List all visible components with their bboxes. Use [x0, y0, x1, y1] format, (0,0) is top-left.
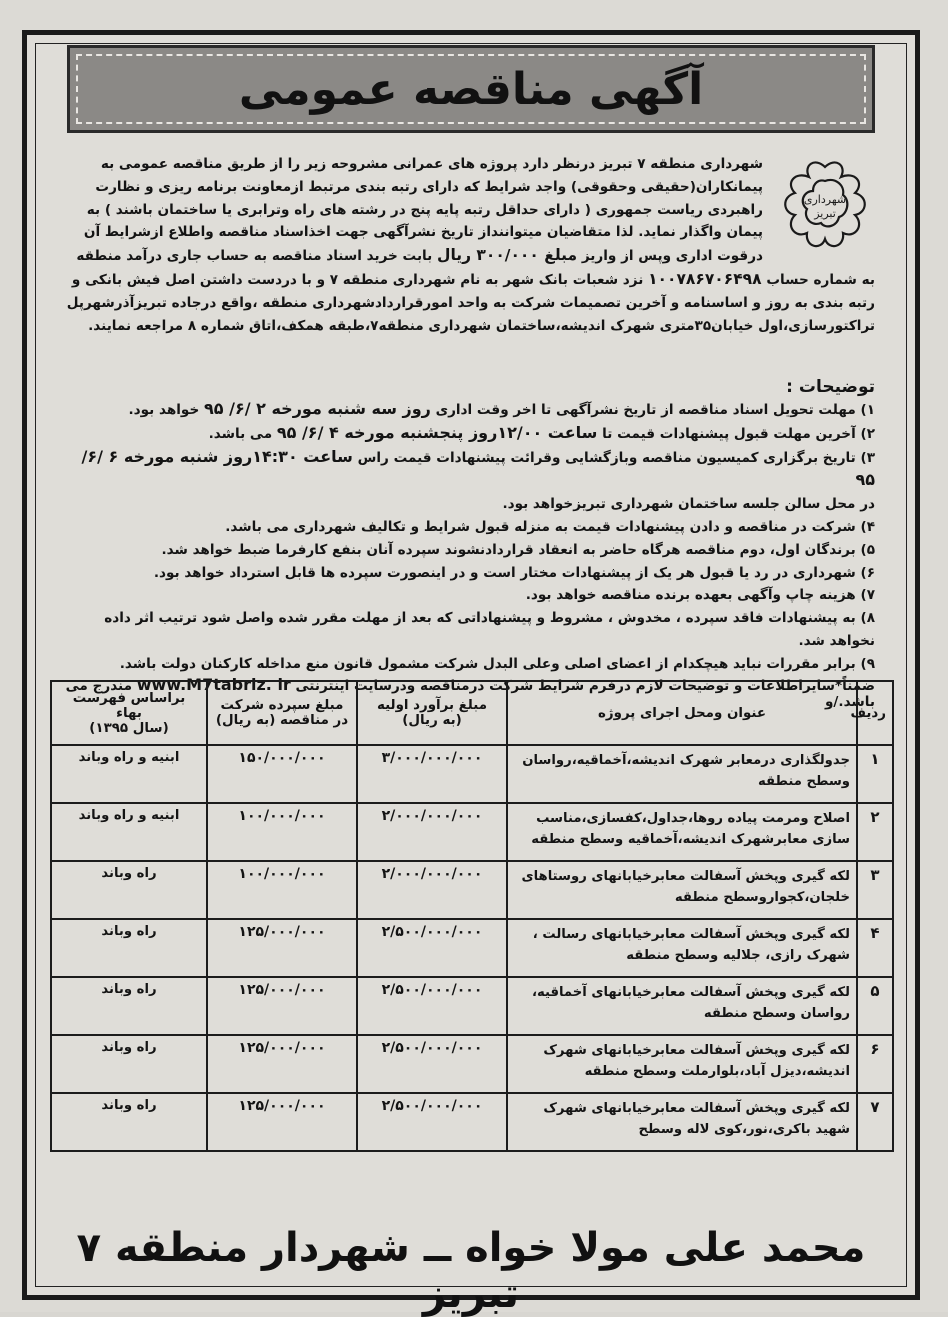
intro-text: بابت خرید اسناد مناقصه به حساب جاری درآمد منطقه [76, 248, 433, 265]
cell-estimate: ۲/۰۰۰/۰۰۰/۰۰۰ [357, 861, 507, 919]
cell-estimate: ۲/۵۰۰/۰۰۰/۰۰۰ [357, 1035, 507, 1093]
intro-text: نزد شعبات بانک شهر به نام شهرداری منطقه ۷ و با دردست داشتن اصل فیش بانکی و [71, 271, 644, 288]
note-text: خواهد بود. [128, 402, 200, 418]
cell-deposit: ۱۲۵/۰۰۰/۰۰۰ [207, 1035, 357, 1093]
cell-row-number: ۳ [857, 861, 893, 919]
cell-deposit: ۱۵۰/۰۰۰/۰۰۰ [207, 745, 357, 803]
ad-title: آگهی مناقصه عمومی [238, 64, 704, 115]
website-link[interactable]: www.M7tabriz. ir [136, 675, 291, 694]
notes-list [63, 398, 875, 676]
intro-line: تراکتورسازی،اول خیابان۳۵متری شهرک اندیشه،ساختمان شهرداری منطقه۷،طبقه همکف،اتاق شماره ۸ مراجعه نمایند. [88, 317, 875, 334]
cell-deposit: ۱۰۰/۰۰۰/۰۰۰ [207, 861, 357, 919]
note-item [63, 539, 875, 562]
cell-project-title: جدولگذاری درمعابر شهرک اندیشه،آخماقیه،رواسان وسطح منطقه [507, 745, 857, 803]
col-header-project-title: عنوان ومحل اجرای پروژه [507, 681, 857, 745]
cell-estimate: ۲/۵۰۰/۰۰۰/۰۰۰ [357, 919, 507, 977]
note-text: ۵) برندگان اول، دوم مناقصه هرگاه حاضر به انعقاد قراردادنشوند سپرده آنان بنفع کارفرما ضبط خواهد شد. [161, 541, 875, 558]
logo-text-bottom: تبریز [814, 207, 836, 220]
note-text: ۲) آخرین مهلت قبول پیشنهادات قیمت تا [602, 425, 875, 442]
note-deadline: روز سه شنبه مورخه ۲ /۶/ ۹۵ [204, 399, 431, 418]
note-item [63, 493, 875, 516]
note-text: ۹) برابر مقررات نباید هیچکدام از اعضای اصلی وعلی البدل شرکت مشمول قانون منع مداخله کارکنان دولت باشد. [119, 655, 875, 672]
note-item [63, 516, 875, 539]
table-row [51, 745, 893, 803]
table-row [51, 861, 893, 919]
cell-project-title: اصلاح ومرمت پیاده روها،جداول،کفسازی،مناسب سازی معابرشهرک اندیشه،آخماقیه وسطح منطقه [507, 803, 857, 861]
cell-price-basis: راه وباند [51, 919, 207, 977]
intro-text: به شماره حساب [766, 271, 875, 288]
cell-row-number: ۷ [857, 1093, 893, 1151]
table-row [51, 803, 893, 861]
table-row [51, 1093, 893, 1151]
table-header-row [51, 681, 893, 745]
intro-line: پیمان واگذار نماید. لذا متقاضیان میتواننداز تاریخ نشرآگهی جهت اخذاسناد مناقصه واطلاع ازشرایط آن [83, 224, 763, 241]
note-text: ۱) مهلت تحویل اسناد مناقصه از تاریخ نشرآگهی تا اخر وقت اداری [435, 402, 875, 418]
note-item [63, 422, 875, 446]
col-header-price-basis: براساس فهرست بهاء (سال ۱۳۹۵) [51, 681, 207, 745]
note-text: ۷) هزینه چاپ وآگهی بعهده برنده مناقصه خواهد بود. [525, 587, 875, 604]
cell-project-title: لکه گیری وپخش آسفالت معابرخیابانهای شهرک شهید باکری،نور،کوی لاله وسطح [507, 1093, 857, 1151]
title-banner [67, 45, 875, 133]
intro-line [63, 244, 763, 268]
cell-deposit: ۱۲۵/۰۰۰/۰۰۰ [207, 919, 357, 977]
intro-line: راهبردی ریاست جمهوری ( دارای حداقل رتبه پایه پنج در رشته های راه وترابری یا ساختمان باشند ) به [86, 201, 763, 218]
note-item [63, 562, 875, 585]
note-deadline: ساعت ۱۲/۰۰روز پنجشنبه مورخه ۴ /۶/ ۹۵ [276, 422, 598, 442]
cell-price-basis: راه وباند [51, 1035, 207, 1093]
projects-table [50, 680, 894, 1152]
cell-row-number: ۴ [857, 919, 893, 977]
note-item [63, 446, 875, 494]
intro-line: شهرداری منطقه ۷ تبریز درنظر دارد پروژه های عمرانی مشروحه زیر را از طریق مناقصه عمومی به [100, 156, 763, 172]
cell-row-number: ۲ [857, 803, 893, 861]
table-row [51, 1035, 893, 1093]
note-item [63, 584, 875, 607]
intro-paragraph [63, 153, 875, 337]
note-text: می باشد. [208, 425, 273, 442]
table-row [51, 977, 893, 1035]
intro-text: درقوت اداری وپس از واریز [581, 248, 763, 265]
cell-project-title: لکه گیری وپخش آسفالت معابرخیابانهای آخماقیه، رواسان وسطح منطقه [507, 977, 857, 1035]
note-text: در محل سالن جلسه ساختمان شهرداری تبریزخواهد بود. [502, 496, 875, 513]
website-note-text: مندرج می باشد./و [65, 678, 875, 710]
note-item [63, 607, 875, 653]
cell-project-title: لکه گیری وپخش آسفالت معابرخیابانهای رسالت ، شهرک رازی، جلالیه وسطح منطقه [507, 919, 857, 977]
col-header-row-number: ردیف [857, 681, 893, 745]
cell-price-basis: ابنیه و راه وباند [51, 803, 207, 861]
cell-project-title: لکه گیری وپخش آسفالت معابرخیابانهای روستاهای خلجان،کجواروسطح منطقه [507, 861, 857, 919]
logo-text-top: شهرداری [803, 193, 847, 206]
cell-estimate: ۲/۵۰۰/۰۰۰/۰۰۰ [357, 1093, 507, 1151]
cell-project-title: لکه گیری وپخش آسفالت معابرخیابانهای شهرک اندیشه،دیزل آباد،بلوارملت وسطح منطقه [507, 1035, 857, 1093]
note-deadline: ساعت ۱۴:۳۰روز شنبه مورخه ۶ /۶/ ۹۵ [81, 446, 875, 490]
note-item [63, 653, 875, 676]
col-header-estimate: مبلغ برآورد اولیه (به ریال) [357, 681, 507, 745]
note-item [63, 398, 875, 422]
cell-estimate: ۲/۰۰۰/۰۰۰/۰۰۰ [357, 803, 507, 861]
notes-heading: توضیحات : [786, 377, 875, 397]
mayor-signature: محمد علی مولا خواه ــ شهردار منطقه ۷ تبریز [76, 1225, 866, 1317]
document-fee: مبلغ ۳۰۰/۰۰۰ ریال [437, 246, 578, 265]
intro-line [63, 268, 875, 292]
note-text: ۳) تاریخ برگزاری کمیسیون مناقصه وبازگشایی وقرائت پیشنهادات قیمت راس [357, 449, 875, 466]
note-text: ۸) به پیشنهادات فاقد سپرده ، مخدوش ، مشروط و پیشنهاداتی که بعد از مهلت مقرر شده واصل شود ترتیب اثر داده نخواهد شد. [104, 610, 875, 649]
cell-price-basis: ابنیه و راه وباند [51, 745, 207, 803]
cell-deposit: ۱۲۵/۰۰۰/۰۰۰ [207, 1093, 357, 1151]
cell-deposit: ۱۰۰/۰۰۰/۰۰۰ [207, 803, 357, 861]
note-text: ۴) شرکت در مناقصه و دادن پیشنهادات قیمت به منزله قبول شرایط و تکالیف شهرداری می باشد. [225, 518, 875, 535]
table-row [51, 919, 893, 977]
cell-row-number: ۱ [857, 745, 893, 803]
cell-row-number: ۵ [857, 977, 893, 1035]
account-number: ۱۰۰۷۸۶۷۰۶۴۹۸ [648, 269, 762, 288]
cell-price-basis: راه وباند [51, 977, 207, 1035]
cell-estimate: ۲/۵۰۰/۰۰۰/۰۰۰ [357, 977, 507, 1035]
cell-row-number: ۶ [857, 1035, 893, 1093]
cell-deposit: ۱۲۵/۰۰۰/۰۰۰ [207, 977, 357, 1035]
note-text: ۶) شهرداری در رد یا قبول هر یک از پیشنهادات مختار است و در اینصورت سپرده ها قابل استرداد خواهد بود. [153, 564, 875, 581]
intro-line: رتبه بندی به روز و اساسنامه و آخرین تصمیمات شرکت به واحد امورقراردادشهرداری منطقه ،واقع درجاده تبریزآذرشهرپل [66, 294, 875, 311]
col-header-deposit: مبلغ سپرده شرکت در مناقصه (به ریال) [207, 681, 357, 745]
cell-price-basis: راه وباند [51, 861, 207, 919]
website-note-text: ضمناً*سایراطلاعات و توضیحات لازم درفرم شرایط شرکت درمناقصه ودرسایت اینترنتی [295, 678, 875, 694]
cell-estimate: ۳/۰۰۰/۰۰۰/۰۰۰ [357, 745, 507, 803]
cell-price-basis: راه وباند [51, 1093, 207, 1151]
intro-line: پیمانکاران(حقیقی وحقوقی) واجد شرایط که دارای رتبه بندی مرتبط ازمعاونت برنامه ریزی و نظارت [95, 178, 763, 195]
